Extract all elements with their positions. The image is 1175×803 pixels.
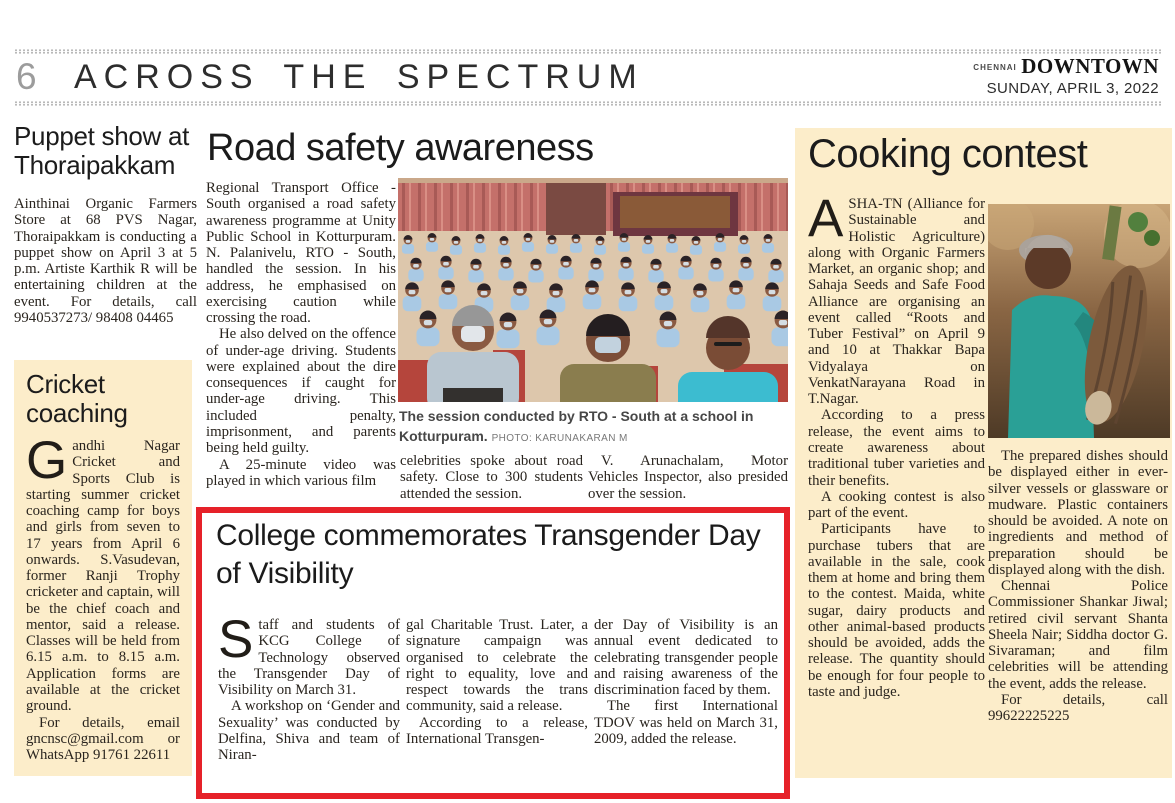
photo-credit: PHOTO: KARUNAKARAN M [491, 432, 628, 444]
article-cooking-contest [795, 128, 1172, 778]
masthead-name: DOWNTOWN [1021, 54, 1159, 78]
drop-cap: G [26, 431, 68, 490]
paragraph [808, 189, 985, 408]
road-safety-col3 [588, 453, 788, 502]
road-safety-photo [398, 178, 788, 402]
paragraph-text: andhi Nagar Cricket and Sports Club is starting summer cricket coaching camp for boys and girls from seven to 17 years from April 6 onwards. S.Vasudevan, former Ranji Trophy cricketer and captain, will be the chief coach and mentor, said a release. Classes will be held from 6.15 a.m. to 8.15 a.m. Application forms are available at the cricket ground. [26, 438, 180, 715]
cooking-contest-photo [988, 204, 1170, 438]
paragraph: According to a release, International Transgen- [406, 714, 588, 747]
dotted-rule-bottom [14, 101, 1162, 106]
paragraph: der Day of Visibility is an annual event dedicated to celebrating transgender people and raising awareness of the discrimination faced by them. [594, 617, 778, 699]
paragraph [218, 610, 400, 699]
masthead-line [973, 55, 1159, 78]
road-safety-headline: Road safety awareness [207, 127, 594, 169]
paragraph: celebrities spoke about road safety. Close to 300 students attended the session. [400, 453, 583, 502]
paragraph: According to a press release, the event aims to create awareness about traditional tuber varieties and their benefits. [808, 407, 985, 489]
road-safety-col2 [400, 453, 583, 502]
edition-date: SUNDAY, APRIL 3, 2022 [986, 80, 1159, 98]
college-col3 [594, 617, 778, 747]
dotted-rule-top [14, 49, 1162, 54]
section-title: ACROSS THE SPECTRUM [74, 58, 644, 96]
puppet-show-body [14, 196, 197, 326]
masthead [973, 55, 1159, 98]
paragraph: Chennai Police Commissioner Shankar Jiwal; retired civil servant Shanta Sheela Nair; Siddha doctor G. Sivaraman; and film celebrities will be attending the event, adds the release. [988, 578, 1168, 692]
college-col1 [218, 610, 400, 764]
paragraph: gal Charitable Trust. Later, a signature campaign was organised to celebrate the right to equality, love and respect towards the trans community, said a release. [406, 617, 588, 715]
paragraph: For details, call 99622225225 [988, 691, 1168, 725]
paragraph-text: taff and students of KCG College of Technology observed the Transgender Day of Visibility on March 31. [218, 617, 400, 699]
page-number: 6 [16, 56, 37, 97]
paragraph: Regional Transport Office - South organised a road safety awareness programme at Unity Public School in Kotturpuram. N. Palanivelu, RTO - South, handled the session. In his address, he emphasised on exercising caution while crossing the road. [206, 180, 396, 327]
paragraph [26, 431, 180, 715]
paragraph: A 25-minute video was played in which various film [206, 456, 396, 489]
drop-cap: S [218, 610, 254, 669]
paragraph: Participants have to purchase tubers that are available in the sale, cook them at home and bring them to the contest. Maida, white sugar, dairy products and other animal-based products should be avoided, adds the release. The quantity should be enough for four people to taste and judge. [808, 521, 985, 700]
college-headline: College commemorates Transgender Day of Visibility [216, 519, 761, 590]
paragraph-text: SHA-TN (Alliance for Sustainable and Holistic Agriculture) along with Organic Farmers Market, an organic shop; and Sahaja Seeds and Safe Food Alliance are organising an event called “Roots and Tuber Festival” on April 9 and 10 at Thakkar Bapa Vidyalaya on VenkatNarayana Road in T.Nagar. [808, 196, 985, 408]
cricket-body [26, 431, 180, 764]
article-college-tdov-highlight [196, 507, 790, 799]
college-col2 [406, 617, 588, 747]
cooking-col1 [808, 189, 985, 700]
paragraph: He also delved on the offence of under-age driving. Students were explained about the dire consequences if caught for under-age driving. This included penalty, imprisonment, and parents being held guilty. [206, 326, 396, 457]
cooking-col2 [988, 448, 1168, 725]
cricket-title: Cricket coaching [26, 369, 128, 429]
paragraph: For details, email gncnsc@gmail.com or WhatsApp 91761 22611 [26, 714, 180, 764]
road-safety-col1 [206, 180, 396, 489]
masthead-city: CHENNAI [973, 63, 1017, 72]
paragraph: The first International TDOV was held on March 31, 2009, added the release. [594, 698, 778, 747]
paragraph: Ainthinai Organic Farmers Store at 68 PVS Nagar, Thoraipakkam is conducting a puppet show on April 3 at 5 p.m. Artiste Karthik R will be entertaining children at the event. For details, call 9940537273/ 98408 04465 [14, 196, 197, 326]
paragraph: A cooking contest is also part of the event. [808, 488, 985, 522]
drop-cap: A [808, 189, 844, 248]
article-cricket-coaching [14, 360, 192, 776]
paragraph: The prepared dishes should be displayed either in ever-silver vessels or glassware or mudware. Plastic containers should be avoided. A note on ingredients and method of preparation should be displayed along with the dish. [988, 448, 1168, 578]
caption-text: The session conducted by RTO - South at a school in Kotturpuram. [399, 408, 754, 444]
photo-caption [399, 407, 785, 446]
cooking-headline: Cooking contest [808, 132, 1088, 176]
paragraph: A workshop on ‘Gender and Sexuality’ was conducted by Delfina, Shiva and team of Niran- [218, 698, 400, 764]
puppet-show-title: Puppet show at Thoraipakkam [14, 121, 190, 181]
paragraph: V. Arunachalam, Motor Vehicles Inspector, also presided over the session. [588, 453, 788, 502]
